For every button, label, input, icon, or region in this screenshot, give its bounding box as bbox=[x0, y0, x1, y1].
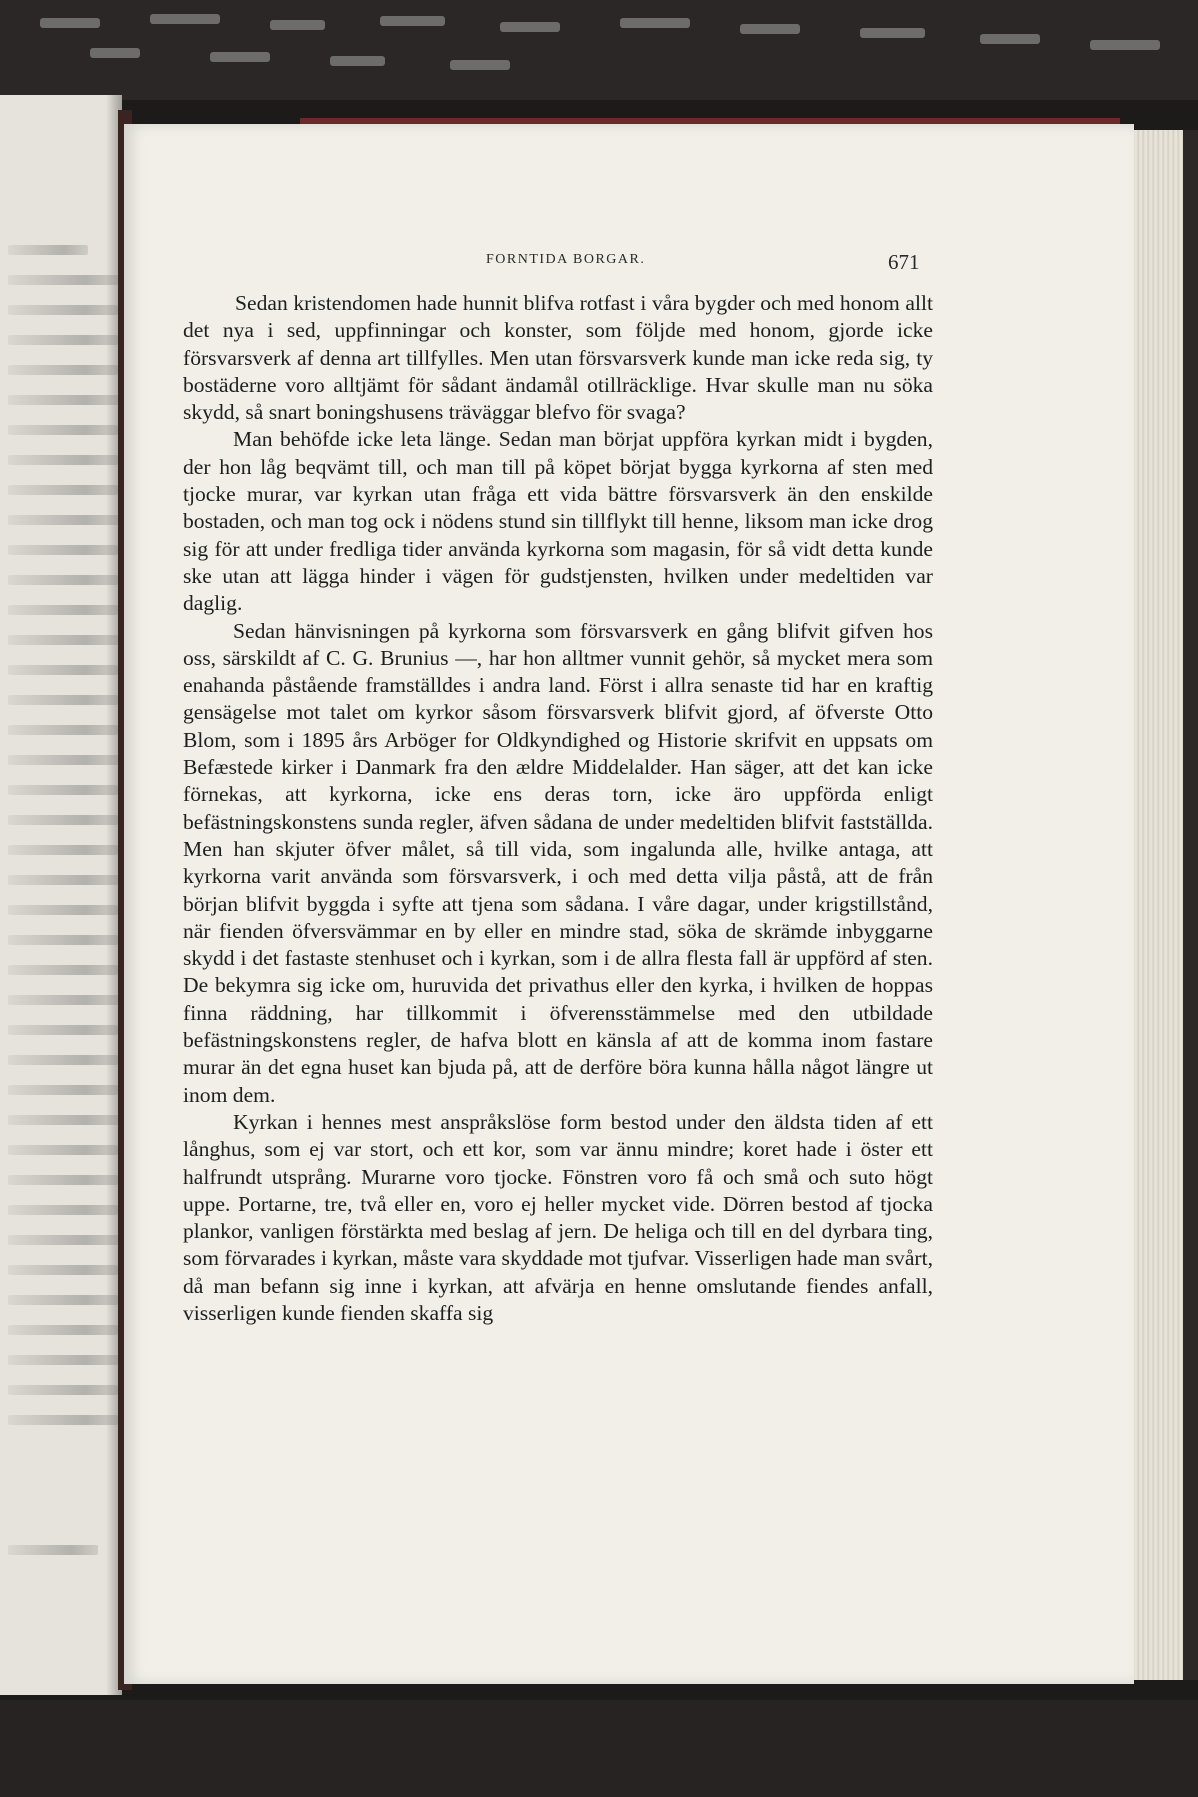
scan-artifact bbox=[860, 28, 925, 38]
paragraph: Sedan kristendomen hade hunnit blifva rotfast i våra bygder och med honom allt det nya i sed, uppfinningar och konster, som följde med honom, gjorde icke försvarsverk af denna art tillfylles. Men utan försvarsverk kunde man icke reda sig, ty bostäderne voro alltjämt för sådant ändamål otillräcklige. Hvar skulle man nu söka skydd, så snart boningshusens träväggar blefvo för svaga? bbox=[183, 291, 933, 425]
bleed-through-line bbox=[8, 695, 118, 705]
bleed-through-line bbox=[8, 965, 118, 975]
paragraph: Sedan hänvisningen på kyrkorna som försvarsverk en gång blifvit gifven hos oss, särskildt af C. G. Brunius —, har hon alltmer vunnit gehör, så mycket mera som enahanda påstående framställdes i andra land. Först i allra senaste tid har en kraftig gensägelse mot talet om kyrkor såsom försvarsverk blifvit gjord, af öfverste Otto Blom, som i 1895 års Arböger for Oldkyndighed og Historie skrifvit en uppsats om Befæstede kirker i Danmark fra den ældre Middelalder. Han säger, att det kan icke förnekas, att kyrkorna, icke ens deras torn, icke äro uppförda enligt befästningskonstens sunda regler, äfven sådana de under medeltiden blifvit fastställda. Men han skjuter öfver målet, så till vida, som ingalunda alle, hvilke antaga, att kyrkorna varit använda som försvarsverk, i och med detta vilja påstå, att de från början blifvit byggda i syfte att tjena som sådana. I våre dagar, under krigstillstånd, när fienden öfversvämmar en by eller en mindre stad, söka de skrämde inbyggarne skydd i det fastaste stenhuset och i kyrkan, som i de allra flesta fall är uppförd af sten. De bekymra sig icke om, huruvida det privathus eller den kyrka, i hvilken de hoppas finna räddning, har tillkommit i öfverensstämmelse med den utbildade befästningskonstens regler, de hafva blott en känsla af att de komma inom fastare murar än det egna huset kan bjuda på, att de derföre böra kunna hålla något längre ut inom dem. bbox=[183, 618, 933, 1107]
scan-artifact bbox=[90, 48, 140, 58]
scan-artifact bbox=[40, 18, 100, 28]
bleed-through-line bbox=[8, 425, 118, 435]
bleed-through-line bbox=[8, 935, 118, 945]
bleed-through-line bbox=[8, 545, 118, 555]
bleed-through-line bbox=[8, 1205, 118, 1215]
bleed-through-line bbox=[8, 1085, 118, 1095]
page-number: 671 bbox=[888, 250, 920, 274]
bleed-through-line bbox=[8, 515, 118, 525]
scan-artifact bbox=[380, 16, 445, 26]
bleed-through-line bbox=[8, 395, 118, 405]
scan-artifact bbox=[740, 24, 800, 34]
scan-artifact bbox=[980, 34, 1040, 44]
bleed-through-line bbox=[8, 1325, 118, 1335]
bleed-through-line bbox=[8, 905, 118, 915]
running-head: FORNTIDA BORGAR. bbox=[486, 252, 646, 267]
bleed-through-line bbox=[8, 575, 118, 585]
bleed-through-line bbox=[8, 1115, 118, 1125]
body-text bbox=[183, 290, 933, 1327]
bleed-through-line bbox=[8, 1355, 118, 1365]
bleed-through-line bbox=[8, 635, 118, 645]
bleed-through-line bbox=[8, 785, 118, 795]
paragraph: Man behöfde icke leta länge. Sedan man börjat uppföra kyrkan midt i bygden, der hon låg beqvämt till, och man till på köpet börjat bygga kyrkorna af sten med tjocke murar, var kyrkan utan fråga ett vida bättre försvarsverk än den enskilde bostaden, och man tog ock i nödens stund sin tillflykt till henne, liksom man icke drog sig för att under fredliga tider använda kyrkorna som magasin, för så vidt detta kunde ske utan att lägga hinder i vägen för gudstjensten, hvilken under medeltiden var daglig. bbox=[183, 427, 933, 616]
paragraph: Kyrkan i hennes mest anspråkslöse form bestod under den äldsta tiden af ett långhus, som ej var stort, och ett kor, som var ännu mindre; koret hade i öster ett halfrundt utsprång. Murarne voro tjocke. Fönstren voro få och små och suto högt uppe. Portarne, tre, två eller en, voro ej heller mycket vide. Dörren bestod af tjocka plankor, vanligen förstärkta med beslag af jern. De heliga och till en del dyrbara ting, som förvarades i kyrkan, måste vara skyddade mot tjufvar. Visserligen hade man svårt, då man befann sig inne i kyrkan, att afvärja en henne omslutande fiendes anfall, visserligen kunde fienden skaffa sig bbox=[183, 1109, 933, 1325]
bleed-through-line bbox=[8, 1175, 118, 1185]
bleed-through-line bbox=[8, 1545, 98, 1555]
bleed-through-line bbox=[8, 1055, 118, 1065]
bleed-through-line bbox=[8, 1295, 118, 1305]
bleed-through-line bbox=[8, 755, 118, 765]
bleed-through-line bbox=[8, 1265, 118, 1275]
bleed-through-line bbox=[8, 815, 118, 825]
bleed-through-line bbox=[8, 1235, 118, 1245]
bleed-through-line bbox=[8, 455, 118, 465]
bleed-through-line bbox=[8, 335, 118, 345]
scanner-top-band bbox=[0, 0, 1198, 100]
bleed-through-line bbox=[8, 1415, 118, 1425]
bleed-through-line bbox=[8, 845, 118, 855]
scan-artifact bbox=[270, 20, 325, 30]
scan-artifact bbox=[150, 14, 220, 24]
bleed-through-line bbox=[8, 875, 118, 885]
scan-artifact bbox=[620, 18, 690, 28]
scanner-bottom-band bbox=[0, 1700, 1198, 1797]
scan-artifact bbox=[330, 56, 385, 66]
bleed-through-line bbox=[8, 1385, 118, 1395]
scan-artifact bbox=[210, 52, 270, 62]
bleed-through-line bbox=[8, 725, 118, 735]
facing-page-left bbox=[0, 95, 122, 1695]
scan-artifact bbox=[450, 60, 510, 70]
page-stack-shadow bbox=[1183, 130, 1198, 1680]
page-header bbox=[0, 250, 1198, 280]
scan-artifact bbox=[1090, 40, 1160, 50]
scan-artifact bbox=[500, 22, 560, 32]
bleed-through-line bbox=[8, 365, 118, 375]
bleed-through-line bbox=[8, 1145, 118, 1155]
bleed-through-line bbox=[8, 665, 118, 675]
bleed-through-line bbox=[8, 485, 118, 495]
bleed-through-line bbox=[8, 605, 118, 615]
bleed-through-line bbox=[8, 995, 118, 1005]
bleed-through-line bbox=[8, 305, 118, 315]
bleed-through-line bbox=[8, 1025, 118, 1035]
